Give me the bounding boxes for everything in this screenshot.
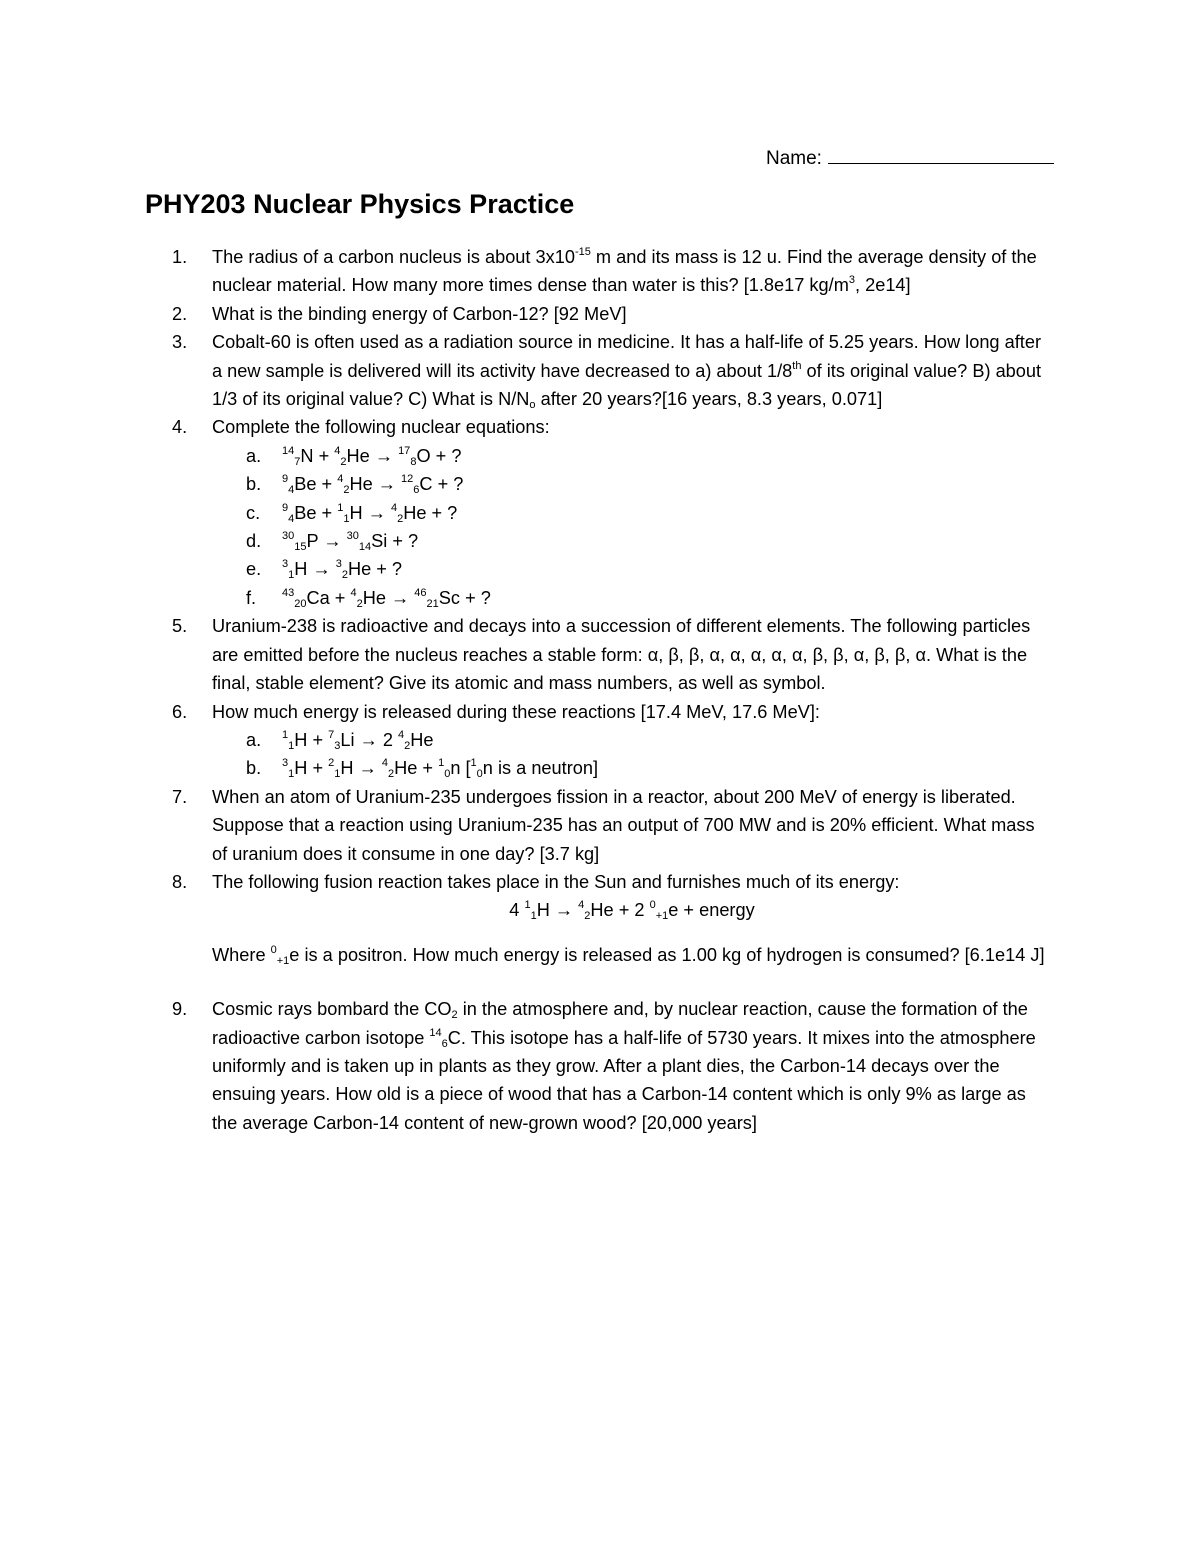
element-symbol: Li <box>340 729 355 750</box>
eq-part: + energy <box>678 900 755 921</box>
atomic-number: 2 <box>404 739 411 752</box>
mass-number: 1 <box>470 757 477 770</box>
atomic-number: 2 <box>584 910 591 923</box>
question-4 <box>172 413 1052 441</box>
arrow-icon: → <box>312 559 331 580</box>
question-7 <box>172 783 1052 868</box>
atomic-number: 7 <box>294 455 301 468</box>
mass-number: 1 <box>524 899 531 912</box>
sub-letter: f. <box>246 587 257 608</box>
q4-equation: f. $^{43}_{20}$Ca + $^4_2$He → $^{46}_{21}$Sc + ? <box>172 584 1052 612</box>
name-field <box>766 145 1054 170</box>
atomic-number: 3 <box>334 739 341 752</box>
sub-letter: a. <box>246 729 262 750</box>
mass-number: 2 <box>328 757 335 770</box>
element-symbol: O <box>416 445 431 466</box>
isotope <box>271 945 300 965</box>
mass-number: 17 <box>398 444 411 457</box>
note-open: [ <box>460 758 471 779</box>
q1-text-c: , 2e14] <box>854 275 911 296</box>
element-symbol: C <box>419 474 433 495</box>
element-symbol: H <box>294 729 308 750</box>
arrow-icon: → <box>391 587 410 608</box>
isotope <box>578 899 614 923</box>
unknown-product: + ? <box>432 474 464 495</box>
q4-equation <box>172 555 1052 583</box>
isotope <box>282 730 307 750</box>
mass-number: 4 <box>350 586 357 599</box>
question-8 <box>172 868 1052 896</box>
atomic-number: +1 <box>655 910 669 923</box>
q9-subscript: 2 <box>451 1009 458 1022</box>
mass-number: 14 <box>429 1026 442 1039</box>
mass-number: 4 <box>578 899 585 912</box>
q1-exponent: -15 <box>574 246 591 258</box>
q4-equation: b. $^9_4$Be + $^4_2$He → $^{12}_6$C + ? <box>172 470 1052 498</box>
atomic-number: 4 <box>288 484 295 497</box>
q1-text-b: m and its mass is 12 u. Find the average density of the nuclear material. How many more times dense than water is this? [1.8e17 kg/m <box>212 247 1037 296</box>
mass-number: 4 <box>398 728 405 741</box>
element-symbol: He <box>347 559 372 580</box>
atomic-number: 0 <box>476 768 483 781</box>
atomic-number: 6 <box>441 1037 448 1050</box>
element-symbol: H <box>294 758 308 779</box>
arrow-icon: → <box>374 445 393 466</box>
atomic-number: 2 <box>356 597 363 610</box>
isotope <box>438 757 461 781</box>
q6-reaction-a <box>172 726 1052 754</box>
mass-number: 43 <box>282 586 295 599</box>
atomic-number: 2 <box>340 455 347 468</box>
q8-followup <box>172 941 1052 969</box>
mass-number: 30 <box>346 530 359 543</box>
element-symbol: Sc <box>438 587 461 608</box>
element-symbol: H <box>536 900 550 921</box>
arrow-icon: → <box>377 474 396 495</box>
element-symbol: e <box>289 944 300 965</box>
element-symbol: H <box>294 559 308 580</box>
spacer <box>172 969 1052 995</box>
element-symbol: H <box>349 502 363 523</box>
unknown-product: + ? <box>430 445 462 466</box>
question-number: 5. <box>172 616 188 637</box>
note-text: n is a neutron] <box>482 758 599 779</box>
mass-number: 4 <box>381 757 388 770</box>
arrow-icon: → <box>367 502 386 523</box>
atomic-number: 15 <box>294 541 307 554</box>
q8-fusion-equation <box>172 896 1052 924</box>
question-number: 3. <box>172 332 188 353</box>
element-symbol: He <box>362 587 386 608</box>
atomic-number: 1 <box>288 768 295 781</box>
q4-intro: Complete the following nuclear equations: <box>212 417 550 438</box>
name-blank-line <box>828 145 1054 164</box>
plus-sign: + <box>307 729 329 750</box>
atomic-number: 2 <box>397 512 404 525</box>
question-number: 9. <box>172 999 188 1020</box>
q3-th: th <box>792 359 802 372</box>
plus-sign: + <box>417 758 439 779</box>
question-number: 6. <box>172 701 188 722</box>
q2-text: What is the binding energy of Carbon-12? [92 MeV] <box>212 303 627 324</box>
mass-number: 12 <box>401 473 414 486</box>
atomic-number: 1 <box>288 739 295 752</box>
plus-sign: + <box>307 758 329 779</box>
mass-number: 3 <box>282 757 289 770</box>
element-symbol: He <box>349 474 373 495</box>
atomic-number: 21 <box>426 597 439 610</box>
atomic-number: 20 <box>294 597 307 610</box>
atomic-number: 0 <box>444 768 451 781</box>
arrow-icon: → <box>554 900 574 921</box>
q4-equation <box>172 527 1052 555</box>
atomic-number: +1 <box>276 954 290 967</box>
mass-number: 1 <box>438 757 445 770</box>
atomic-number: 6 <box>413 484 420 497</box>
isotope <box>282 757 308 781</box>
q6-intro: How much energy is released during these reactions [17.4 MeV, 17.6 MeV]: <box>212 701 820 722</box>
coefficient: 2 <box>382 729 399 750</box>
question-number: 7. <box>172 786 188 807</box>
q8-where: Where <box>212 944 271 965</box>
atomic-number: 2 <box>343 484 350 497</box>
mass-number: 0 <box>649 899 656 912</box>
mass-number: 1 <box>337 501 344 514</box>
mass-number: 3 <box>282 558 289 571</box>
atomic-number: 1 <box>334 768 341 781</box>
unknown-product: + ? <box>387 531 419 552</box>
question-6 <box>172 698 1052 726</box>
isotope <box>429 1028 461 1048</box>
q7-text: When an atom of Uranium-235 undergoes fission in a reactor, about 200 MeV of energy is liberated. Suppose that a reaction using Uranium-235 has an output of 700 MW and is 20% efficient. What mass of uranium does it consume in one day? [3.7 kg] <box>212 786 1035 864</box>
element-symbol: He <box>590 900 614 921</box>
question-9 <box>172 995 1052 1137</box>
element-symbol: He <box>410 729 434 750</box>
element-symbol: C <box>447 1027 461 1048</box>
element-symbol: Be <box>294 474 317 495</box>
q1-text-a: The radius of a carbon nucleus is about 3x10 <box>212 247 575 267</box>
mass-number: 30 <box>282 530 295 543</box>
q3-text-b: of its original value? B) about 1/3 of its original value? C) What is N/N <box>212 360 1042 410</box>
mass-number: 9 <box>282 501 289 514</box>
isotope <box>381 757 418 781</box>
sub-letter: a. <box>246 445 262 466</box>
isotope <box>398 730 434 750</box>
element-symbol: Be <box>294 502 317 523</box>
q9-text-a: Cosmic rays bombard the CO <box>212 999 452 1020</box>
element-symbol: H <box>340 758 354 779</box>
sub-letter: b. <box>246 474 262 495</box>
element-symbol: N <box>300 445 314 466</box>
mass-number: 4 <box>390 501 398 514</box>
mass-number: 3 <box>335 558 342 571</box>
q5-text: Uranium-238 is radioactive and decays into a succession of different elements. The following particles are emitted before the nucleus reaches a stable form: α, β, β, α, α, α, α, α, β, β, α, β, β, α. What is the final, stable element? Give its atomic and mass numbers, as well as symbol. <box>212 616 1031 694</box>
q9-text-b: in the atmosphere and, by nuclear reaction, cause the formation of the radioactive carbon isotope <box>212 999 1028 1048</box>
atomic-number: 2 <box>341 569 348 582</box>
q1-exponent-2: 3 <box>848 274 855 287</box>
q3-text-a: Cobalt-60 is often used as a radiation source in medicine. It has a half-life of 5.25 years. How long after a new sample is delivered will its activity have decreased to a) about 1/8 <box>212 332 1041 381</box>
mass-number: 1 <box>282 728 289 741</box>
arrow-icon: → <box>358 758 377 779</box>
atomic-number: 1 <box>288 569 295 582</box>
unknown-product: + ? <box>460 587 491 608</box>
isotope <box>470 757 483 781</box>
q4-equation: a. $^{14}_7$N + $^4_2$He → $^{17}_8$O + ? <box>172 442 1052 470</box>
mass-number: 4 <box>334 444 341 457</box>
q8-where-b: is a positron. How much energy is released as 1.00 kg of hydrogen is consumed? [6.1e14 J] <box>299 944 1045 965</box>
mass-number: 0 <box>270 943 277 956</box>
element-symbol: He <box>403 502 427 523</box>
isotope <box>524 899 550 923</box>
name-label: Name: <box>766 148 822 169</box>
question-number: 8. <box>172 871 188 892</box>
element-symbol: He <box>394 758 418 779</box>
atomic-number: 1 <box>530 910 537 923</box>
question-number: 4. <box>172 417 188 438</box>
element-symbol: Ca <box>306 587 330 608</box>
element-symbol: Si <box>371 531 388 552</box>
mass-number: 14 <box>282 444 295 457</box>
arrow-icon: → <box>323 531 342 552</box>
eq-part: + 2 <box>613 900 650 921</box>
question-2 <box>172 300 1052 328</box>
sub-letter: b. <box>246 758 262 779</box>
mass-number: 4 <box>337 473 344 486</box>
unknown-product: + ? <box>426 502 458 523</box>
question-5 <box>172 612 1052 697</box>
atomic-number: 4 <box>288 512 295 525</box>
question-3 <box>172 328 1052 413</box>
atomic-number: 8 <box>410 455 417 468</box>
atomic-number: 2 <box>387 768 395 781</box>
question-list <box>172 243 1052 1137</box>
q4-equation-list <box>172 442 1052 612</box>
element-symbol: n <box>450 758 461 779</box>
unknown-product: + ? <box>371 559 403 580</box>
question-number: 2. <box>172 303 188 324</box>
mass-number: 7 <box>328 728 335 741</box>
isotope <box>328 730 354 750</box>
atomic-number: 1 <box>343 512 350 525</box>
arrow-icon: → <box>359 729 378 750</box>
mass-number: 46 <box>414 586 427 599</box>
page-title: PHY203 Nuclear Physics Practice <box>145 189 575 219</box>
element-symbol: He <box>346 445 370 466</box>
isotope <box>649 899 679 923</box>
q6-reaction-b <box>172 754 1052 782</box>
q9-text-c: . This isotope has a half-life of 5730 years. It mixes into the atmosphere uniformly and is taken up in plants as they grow. After a plant dies, the Carbon-14 decays over the ensuing years. How old is a piece of wood that has a Carbon-14 content which is only 9% as large as the average Carbon-14 content of new-grown wood? [20,000 years] <box>212 1027 1036 1133</box>
isotope <box>328 757 354 781</box>
sub-letter: e. <box>246 559 262 580</box>
sub-letter: d. <box>246 531 262 552</box>
spacer <box>172 925 1052 941</box>
q4-equation: c. $^9_4$Be + $^1_1$H → $^4_2$He + ? <box>172 499 1052 527</box>
element-symbol: e <box>668 900 679 921</box>
sub-letter: c. <box>246 502 261 523</box>
question-1 <box>172 243 1052 300</box>
element-symbol: P <box>306 531 319 552</box>
atomic-number: 14 <box>358 541 372 554</box>
mass-number: 9 <box>282 473 289 486</box>
q3-text-c: after 20 years?[16 years, 8.3 years, 0.071] <box>535 389 883 410</box>
question-number: 1. <box>172 247 188 267</box>
q3-subscript: o <box>529 399 536 412</box>
q8-text: The following fusion reaction takes place in the Sun and furnishes much of its energy: <box>212 871 900 892</box>
coefficient: 4 <box>509 900 525 921</box>
